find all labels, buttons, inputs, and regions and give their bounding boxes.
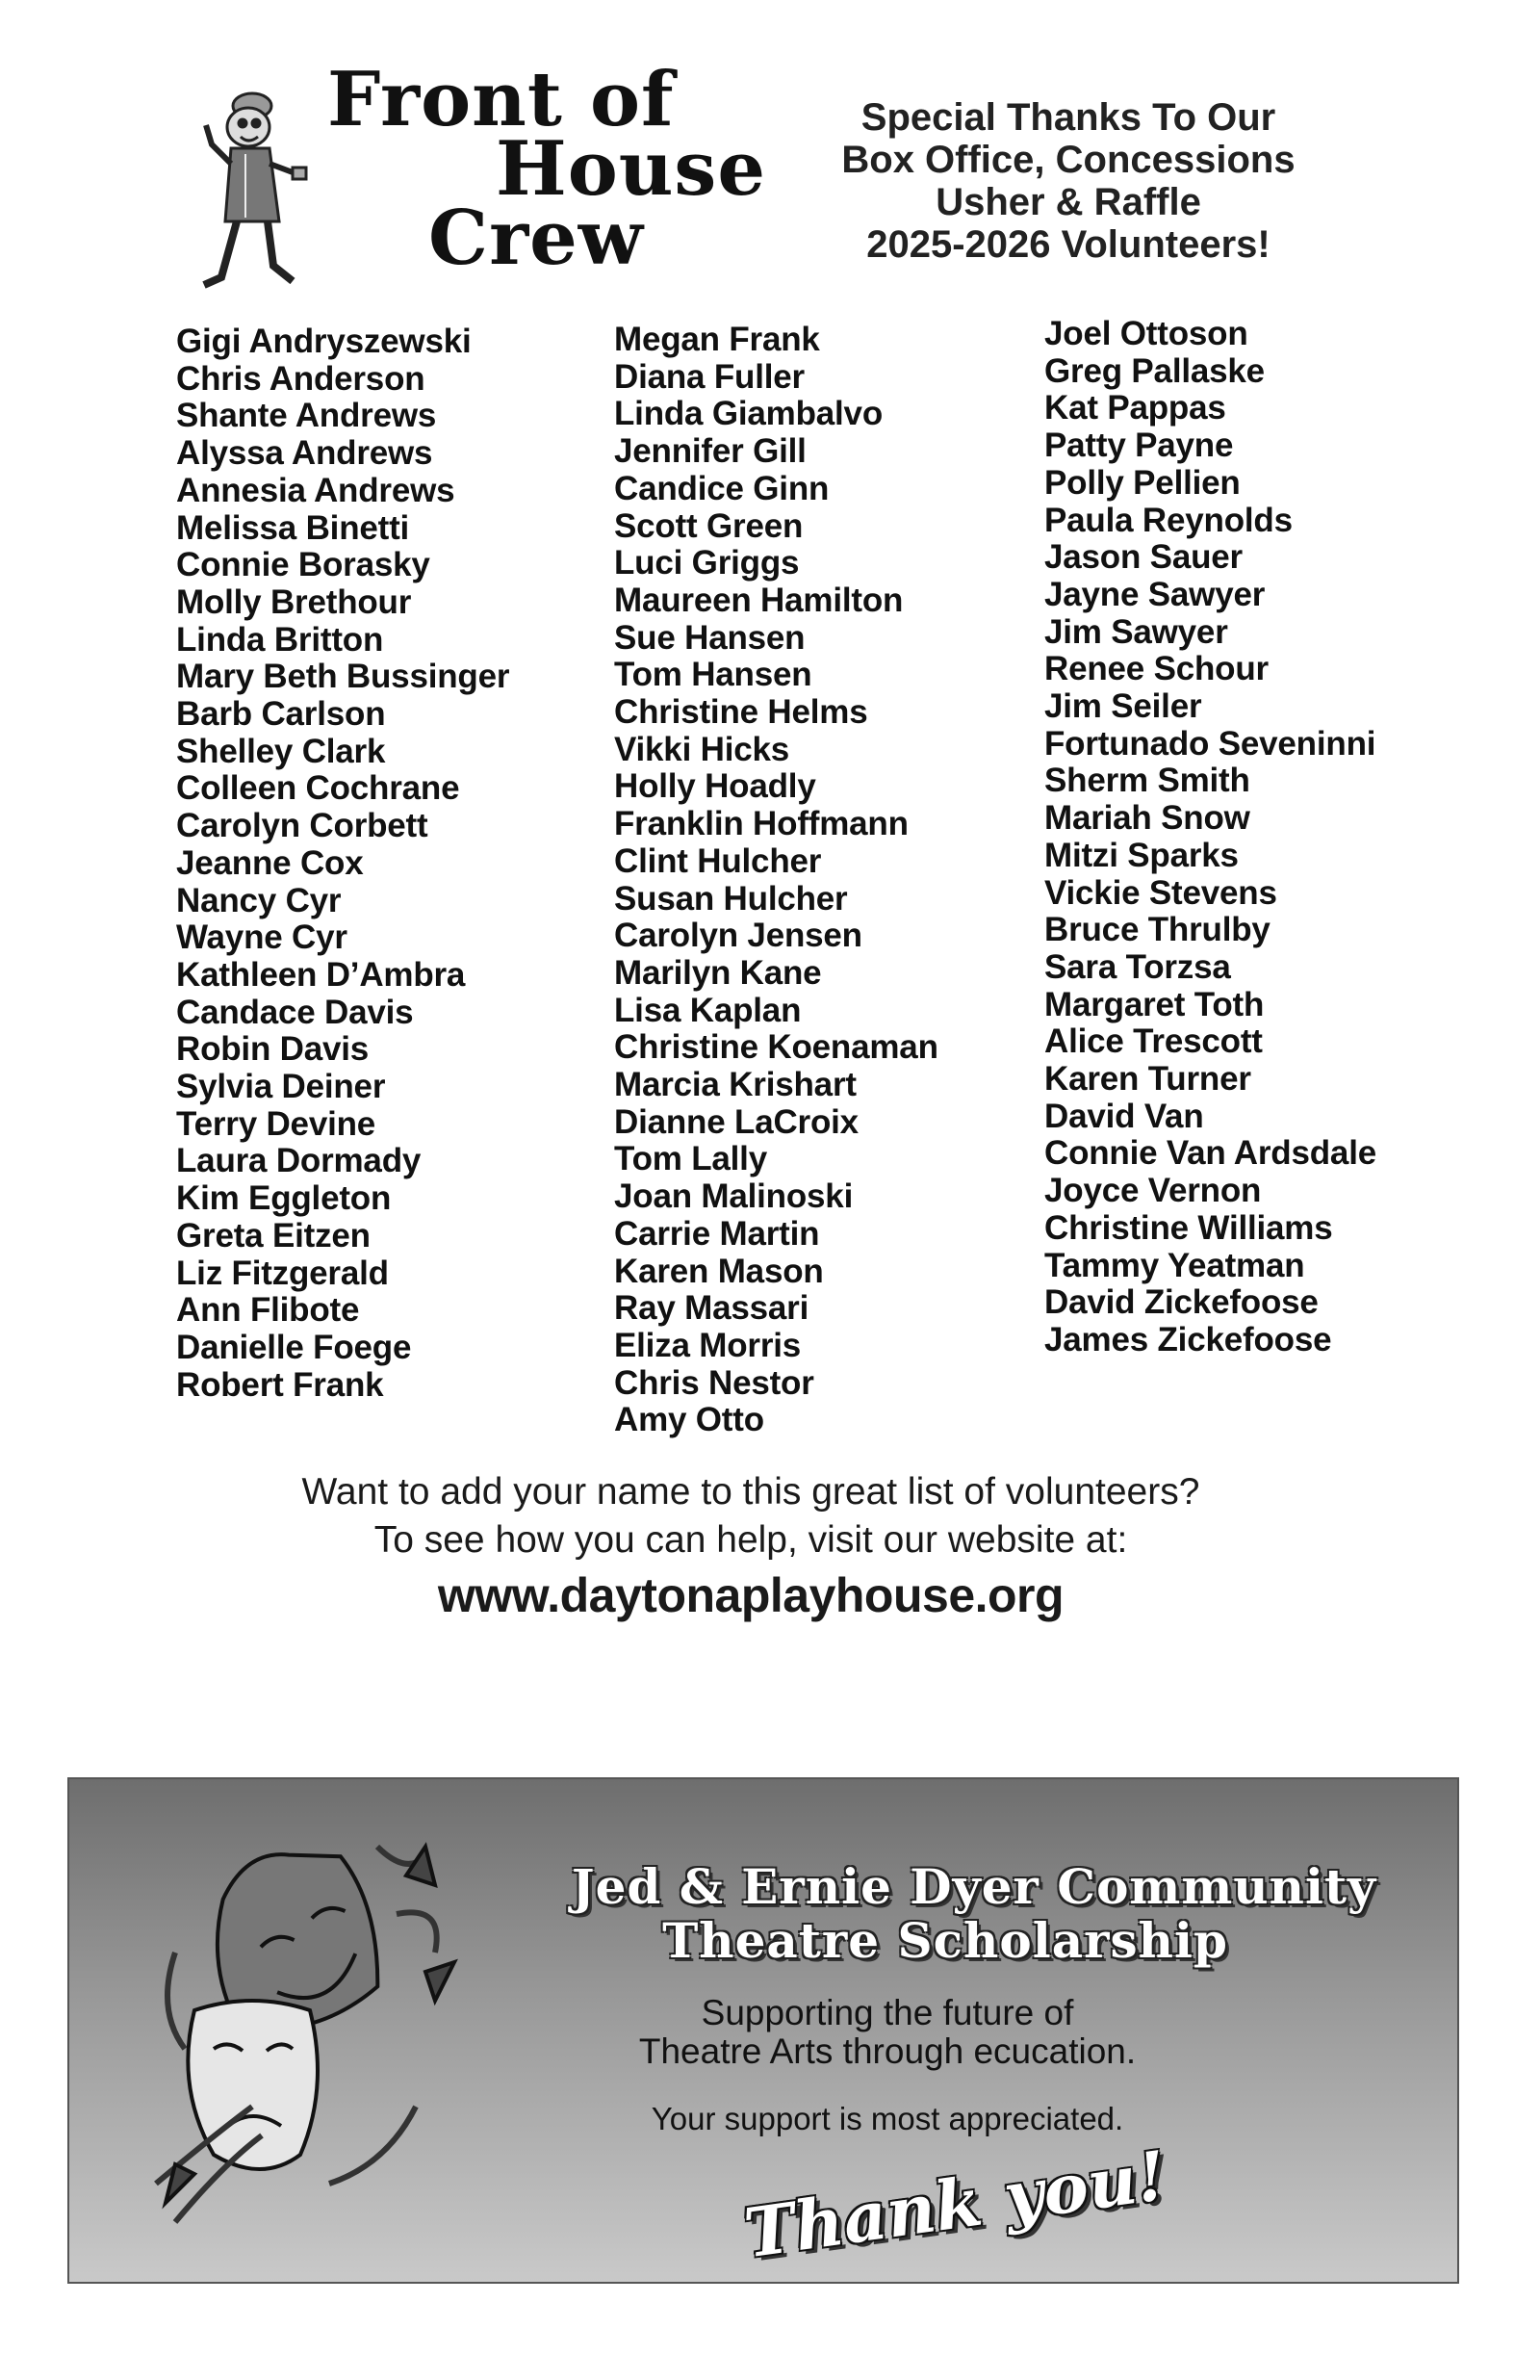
volunteer-name: Christine Helms — [614, 693, 868, 732]
volunteer-name: Paula Reynolds — [1044, 501, 1293, 539]
volunteer-name: Lisa Kaplan — [614, 991, 802, 1029]
volunteer-name: Mariah Snow — [1044, 799, 1250, 838]
volunteer-name: Christine Koenaman — [614, 1028, 938, 1067]
volunteer-name: Jim Sawyer — [1044, 612, 1228, 651]
volunteer-name: Danielle Foege — [176, 1328, 412, 1366]
volunteer-name: Amy Otto — [614, 1401, 764, 1439]
volunteer-name: Jennifer Gill — [614, 432, 807, 471]
volunteer-name: Joel Ottoson — [1044, 315, 1248, 352]
volunteer-name: Chris Anderson — [176, 359, 425, 398]
volunteer-name: Scott Green — [614, 506, 804, 545]
volunteer-name: Vickie Stevens — [1044, 873, 1277, 912]
volunteer-name: Kat Pappas — [1044, 389, 1226, 427]
header-title-line: Crew — [428, 194, 644, 282]
header-title-line: House — [496, 125, 766, 213]
header-title — [318, 56, 766, 282]
volunteer-name: Jeanne Cox — [176, 843, 364, 882]
volunteer-column-1 — [176, 323, 509, 1404]
volunteer-name: Carolyn Corbett — [176, 807, 428, 845]
volunteer-name: Karen Turner — [1044, 1060, 1251, 1099]
volunteer-name: Marcia Krishart — [614, 1066, 857, 1104]
volunteer-name: Dianne LaCroix — [614, 1102, 859, 1141]
volunteer-name: Luci Griggs — [614, 544, 800, 582]
volunteer-name: Melissa Binetti — [176, 508, 410, 547]
volunteer-name: Joan Malinoski — [614, 1177, 854, 1216]
volunteer-name: Carolyn Jensen — [614, 917, 862, 955]
volunteer-name: James Zickefoose — [1044, 1320, 1332, 1358]
volunteer-name: Margaret Toth — [1044, 985, 1265, 1023]
volunteer-name: Liz Fitzgerald — [176, 1254, 389, 1292]
volunteer-name: Jayne Sawyer — [1044, 575, 1266, 613]
volunteer-name: Tom Lally — [614, 1140, 767, 1178]
volunteer-name: Susan Hulcher — [614, 879, 848, 918]
volunteer-name: Renee Schour — [1044, 650, 1269, 688]
scholarship-support-text: Your support is most appreciated. — [651, 2101, 1124, 2136]
volunteer-name: Gigi Andryszewski — [176, 323, 472, 360]
volunteer-name: Kim Eggleton — [176, 1179, 392, 1218]
volunteer-name: Greg Pallaske — [1044, 351, 1265, 390]
volunteer-name: Karen Mason — [614, 1252, 824, 1290]
volunteer-name: Carrie Martin — [614, 1214, 820, 1253]
volunteer-name: Connie Borasky — [176, 546, 430, 584]
volunteer-column-2 — [614, 322, 938, 1439]
volunteer-name: Barb Carlson — [176, 695, 386, 734]
volunteer-name: Sue Hansen — [614, 618, 806, 657]
volunteer-name: Nancy Cyr — [176, 881, 342, 919]
volunteer-name: Colleen Cochrane — [176, 769, 460, 808]
volunteer-name: Fortunado Seveninni — [1044, 724, 1376, 763]
scholarship-text-line-1: Supporting the future of — [701, 1993, 1074, 2032]
volunteer-name: Tom Hansen — [614, 656, 812, 694]
volunteer-name: David Van — [1044, 1097, 1204, 1135]
volunteer-name: Polly Pellien — [1044, 463, 1241, 502]
header-title-line: Front of — [327, 56, 675, 143]
cta-line-2: To see how you can help, visit our website at: — [373, 1519, 1128, 1561]
volunteer-name: Eliza Morris — [614, 1326, 802, 1364]
volunteer-name: Bruce Thrulby — [1044, 911, 1270, 949]
volunteer-name: Robert Frank — [176, 1365, 384, 1404]
special-thanks-line: 2025-2026 Volunteers! — [866, 223, 1270, 266]
volunteer-name: Alyssa Andrews — [176, 434, 433, 473]
volunteer-name: Laura Dormady — [176, 1142, 422, 1180]
volunteer-name: Shante Andrews — [176, 397, 437, 435]
volunteer-name: Robin Davis — [176, 1030, 370, 1069]
volunteer-name: Clint Hulcher — [614, 841, 822, 880]
scholarship-banner — [67, 1777, 1459, 2284]
website-link[interactable]: www.daytonaplayhouse.org — [437, 1568, 1065, 1622]
special-thanks-line: Box Office, Concessions — [841, 139, 1296, 181]
volunteer-name: Mitzi Sparks — [1044, 836, 1239, 874]
volunteer-name: David Zickefoose — [1044, 1283, 1319, 1322]
volunteer-name: Molly Brethour — [176, 582, 412, 621]
thank-you-text: Thank you! — [739, 2134, 1171, 2274]
volunteer-name: Candace Davis — [176, 993, 414, 1031]
volunteer-name: Sherm Smith — [1044, 762, 1250, 800]
volunteer-name: Wayne Cyr — [176, 918, 347, 957]
cta-line-1: Want to add your name to this great list of volunteers? — [301, 1471, 1200, 1513]
volunteer-name: Marilyn Kane — [614, 953, 822, 992]
volunteer-name: Sylvia Deiner — [176, 1068, 386, 1106]
volunteer-name: Tammy Yeatman — [1044, 1246, 1305, 1284]
scholarship-title-line-1: Jed & Ernie Dyer Community — [571, 1858, 1377, 1915]
volunteer-name: Joyce Vernon — [1044, 1172, 1262, 1210]
theatre-masks-icon — [137, 1818, 502, 2261]
volunteer-name: Megan Frank — [614, 321, 820, 358]
volunteer-name: Kathleen D’Ambra — [176, 955, 466, 994]
volunteer-column-3 — [1044, 316, 1376, 1359]
volunteer-name: Linda Britton — [176, 620, 384, 659]
volunteer-name: Annesia Andrews — [176, 471, 455, 509]
volunteer-name: Patty Payne — [1044, 427, 1234, 465]
volunteer-name: Greta Eitzen — [176, 1216, 371, 1255]
special-thanks — [770, 96, 1367, 266]
volunteer-name: Terry Devine — [176, 1104, 376, 1143]
volunteer-name: Christine Williams — [1044, 1208, 1333, 1247]
volunteer-name: Shelley Clark — [176, 732, 386, 770]
scholarship-title-line-2: Theatre Scholarship — [662, 1912, 1228, 1969]
volunteer-name: Sara Torzsa — [1044, 947, 1231, 986]
volunteer-name: Connie Van Ardsdale — [1044, 1134, 1376, 1173]
volunteer-name: Diana Fuller — [614, 357, 805, 396]
volunteer-name: Linda Giambalvo — [614, 395, 883, 433]
volunteer-name: Maureen Hamilton — [614, 581, 904, 619]
volunteer-name: Candice Ginn — [614, 469, 830, 507]
volunteer-name: Franklin Hoffmann — [614, 805, 909, 843]
volunteer-name: Chris Nestor — [614, 1363, 814, 1402]
volunteer-name: Ann Flibote — [176, 1291, 360, 1330]
special-thanks-line: Usher & Raffle — [936, 181, 1201, 223]
volunteer-name: Ray Massari — [614, 1289, 809, 1328]
special-thanks-line: Special Thanks To Our — [860, 96, 1276, 139]
volunteer-name: Holly Hoadly — [614, 767, 816, 806]
volunteer-name: Jim Seiler — [1044, 687, 1202, 726]
volunteer-name: Vikki Hicks — [614, 730, 790, 768]
usher-mascot-icon — [192, 67, 308, 298]
scholarship-text-line-2: Theatre Arts through ecucation. — [638, 2031, 1137, 2071]
volunteer-name: Mary Beth Bussinger — [176, 658, 510, 696]
volunteer-name: Jason Sauer — [1044, 538, 1243, 577]
volunteer-name: Alice Trescott — [1044, 1022, 1263, 1061]
